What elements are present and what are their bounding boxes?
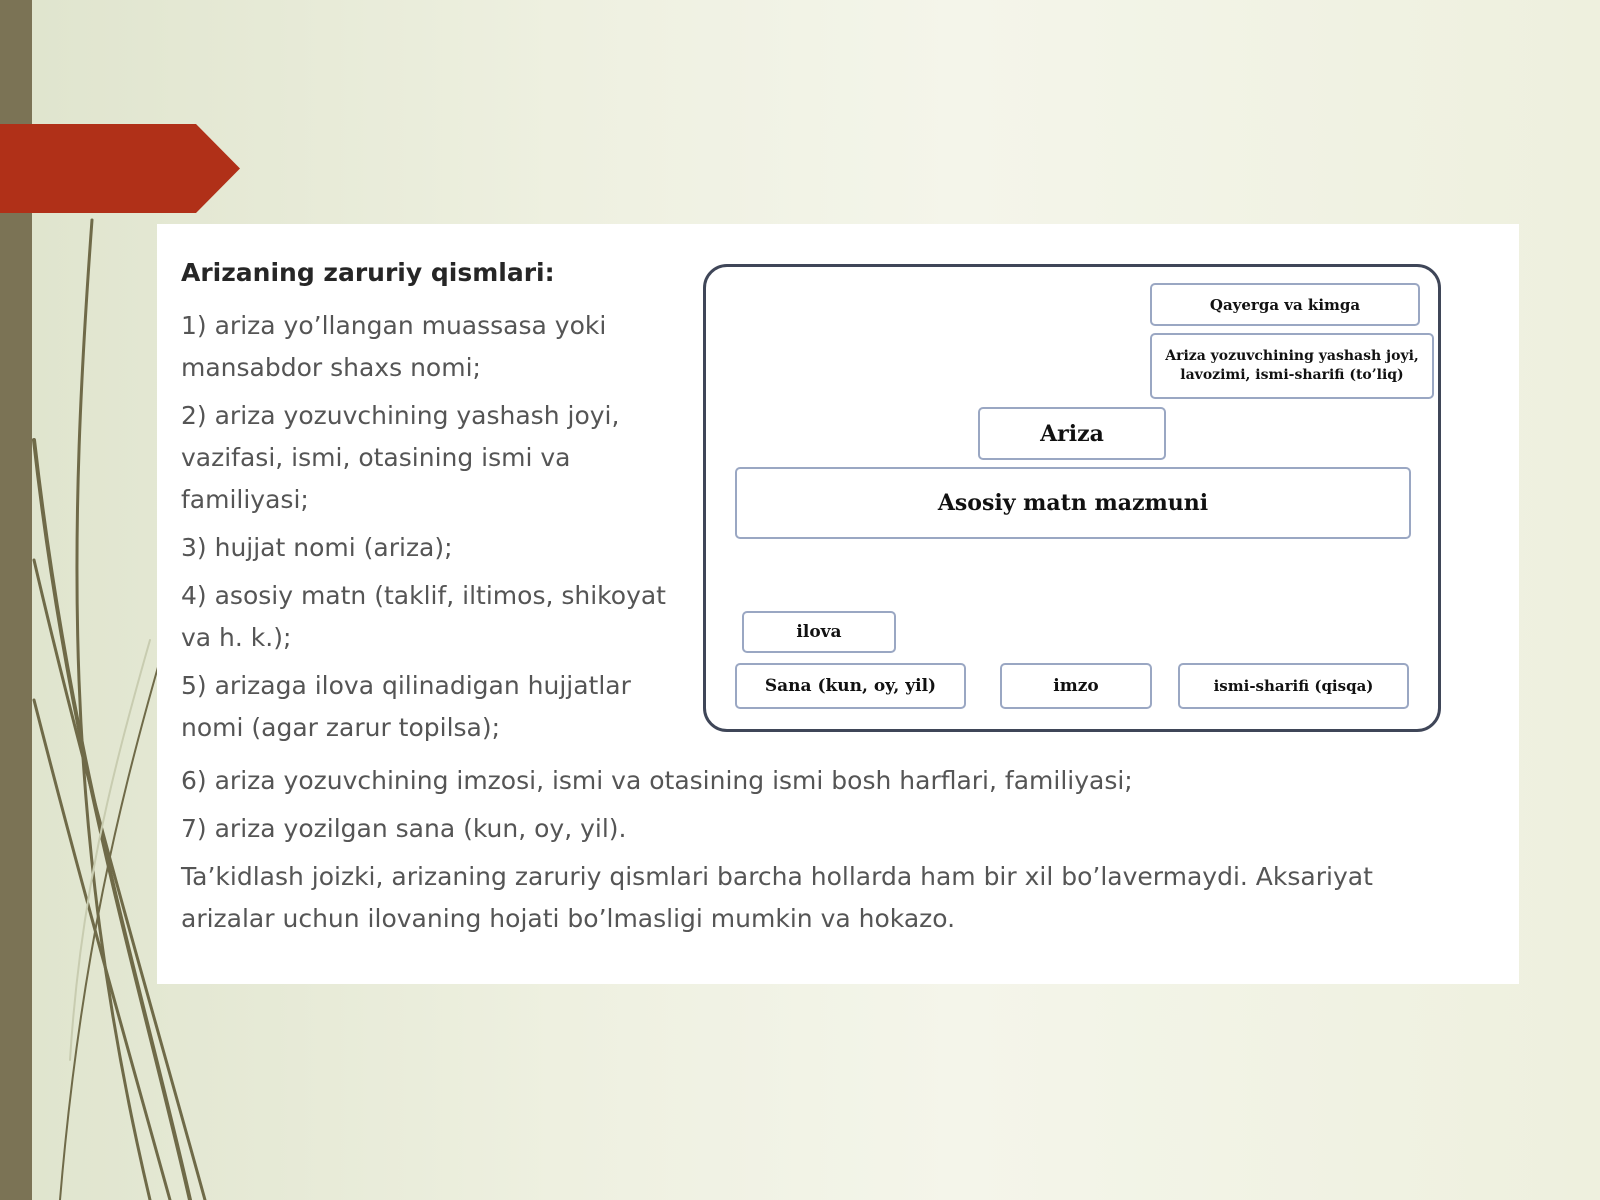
box-ariza-yozuvchi: Ariza yozuvchining yashash joyi, lavozimi, ismi-sharifi (to’liq) (1150, 333, 1434, 399)
list-item: 4) asosiy matn (taklif, iltimos, shikoyat va h. k.); (181, 581, 666, 652)
list-item: 6) ariza yozuvchining imzosi, ismi va otasining ismi bosh harflari, familiyasi; (181, 766, 1133, 795)
requirements-list-continued (181, 760, 1481, 856)
application-structure-diagram (703, 264, 1441, 732)
list-item: 3) hujjat nomi (ariza); (181, 533, 453, 562)
box-ariza-title: Ariza (978, 407, 1166, 460)
box-sana: Sana (kun, oy, yil) (735, 663, 966, 709)
box-ilova: ilova (742, 611, 896, 653)
list-item: 1) ariza yo’llangan muassasa yoki mansabdor shaxs nomi; (181, 311, 607, 382)
box-ismi-sharifi: ismi-sharifi (qisqa) (1178, 663, 1409, 709)
section-heading: Arizaning zaruriy qismlari: (181, 258, 555, 287)
list-item: 5) arizaga ilova qilinadigan hujjatlar nomi (agar zarur topilsa); (181, 671, 631, 742)
list-item: 2) ariza yozuvchining yashash joyi, vazifasi, ismi, otasining ismi va familiyasi; (181, 401, 620, 514)
requirements-list (181, 305, 681, 755)
box-qayerga-va-kimga: Qayerga va kimga (1150, 283, 1420, 326)
note-paragraph: Ta’kidlash joizki, arizaning zaruriy qismlari barcha hollarda ham bir xil bo’lavermaydi. Aksariyat arizalar uchun ilovaning hojati bo’lmasligi mumkin va hokazo. (181, 862, 1373, 933)
content-card (157, 224, 1519, 984)
box-asosiy-matn: Asosiy matn mazmuni (735, 467, 1411, 539)
list-item: 7) ariza yozilgan sana (kun, oy, yil). (181, 814, 627, 843)
box-imzo: imzo (1000, 663, 1152, 709)
red-arrow-banner (0, 124, 240, 213)
